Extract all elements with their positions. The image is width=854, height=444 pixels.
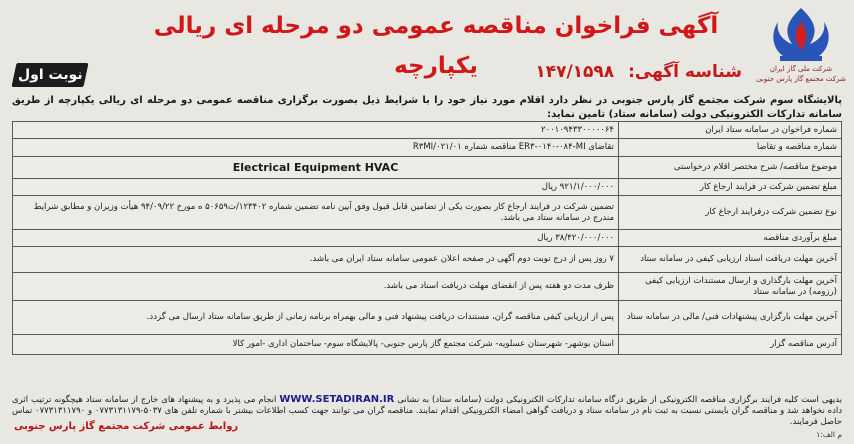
row-value: Electrical Equipment HVAC bbox=[13, 157, 619, 179]
logo-caption-1: شرکت ملی گاز ایران bbox=[769, 65, 833, 73]
table-row bbox=[13, 273, 842, 301]
row-label: نوع تضمین شرکت درفرایند ارجاع کار bbox=[619, 196, 842, 230]
row-value: ظرف مدت دو هفته پس از انقضای مهلت دریافت اسناد می باشد. bbox=[13, 273, 619, 301]
table-row bbox=[13, 335, 842, 355]
row-value: تقاضای ER۳-۰۱۴۰-۰۸۴-MI مناقصه شماره ۰۱/R۳MI/۰۲۱ bbox=[13, 139, 619, 157]
row-value: ۳۸/۴۲۰/۰۰۰/۰۰۰ ریال bbox=[13, 230, 619, 247]
ad-code: م الف:۱ bbox=[816, 430, 842, 439]
footer-text-2: انجام می پذیرد و به پیشنهاد های خارج از سامانه ستاد هیچگونه ترتیب اثری داده نخواهد شد و مناقصه گران بایستی نسبت به ثبت نام در سامانه ستاد و دریافت گواهی امضاء الکترونیکی اقدام نمایند. bbox=[12, 395, 843, 416]
footer-text-3: مناقصه گران می توانند جهت کسب اطلاعات بیشتر با شماره تلفن های ۵۰۳۷-۰۷۷۳۱۳۱۱۷۹ و ۰۷۷۳۱۳۱۱۷۹۰ تماس حاصل فرمایند. bbox=[12, 406, 842, 427]
public-relations-signature: روابط عمومی شرکت مجتمع گاز پارس جنوبی bbox=[14, 421, 239, 432]
flame-logo-icon bbox=[766, 4, 836, 64]
row-label: مبلغ تضمین شرکت در فرایند ارجاع کار bbox=[619, 179, 842, 196]
footer-text-1: بدیهی است کلیه فرایند برگزاری مناقصه الکترونیکی از طریق درگاه سامانه تدارکات الکترونیکی دولت (سامانه ستاد) به نشانی bbox=[397, 395, 843, 405]
table-row bbox=[13, 157, 842, 179]
setad-website-link[interactable]: WWW.SETADIRAN.IR bbox=[279, 394, 395, 405]
row-label: آخرین مهلت دریافت اسناد ارزیابی کیفی در سامانه ستاد bbox=[619, 247, 842, 273]
table-row bbox=[13, 301, 842, 335]
table-row bbox=[13, 122, 842, 139]
page-title: آگهی فراخوان مناقصه عمومی دو مرحله ای ریالی یکپارچه bbox=[153, 13, 719, 79]
table-row bbox=[13, 179, 842, 196]
row-value: ۲۰۰۱۰۹۴۳۳۰۰۰۰۰۶۴ bbox=[13, 122, 619, 139]
logo-caption-2: شرکت مجتمع گاز پارس جنوبی bbox=[756, 75, 846, 83]
row-label: آدرس مناقصه گزار bbox=[619, 335, 842, 355]
company-logo bbox=[756, 4, 846, 92]
announcement-number: ۱۴۷/۱۵۹۸ bbox=[535, 62, 615, 82]
row-label: آخرین مهلت بارگزاری پیشنهادات فنی/ مالی در سامانه ستاد bbox=[619, 301, 842, 335]
intro-paragraph: پالایشگاه سوم شرکت مجتمع گاز پارس جنوبی در نظر دارد اقلام مورد نیاز خود را با شرایط ذیل بصورت برگزاری مناقصه عمومی دو مرحله ای ریالی یکپارچه از طریق سامانه تدارکات الکترونیکی دولت (سامانه ستاد) تامین نماید: bbox=[12, 95, 842, 120]
row-label: موضوع مناقصه/ شرح مختصر اقلام درخواستی bbox=[619, 157, 842, 179]
table-row bbox=[13, 247, 842, 273]
table-row bbox=[13, 230, 842, 247]
announcement-label: شناسه آگهی: bbox=[628, 62, 742, 82]
row-value: ۹۲۱/۱/۰۰۰/۰۰۰ ریال bbox=[13, 179, 619, 196]
row-value: استان بوشهر- شهرستان عسلویه- شرکت مجتمع گاز پارس جنوبی- پالایشگاه سوم- ساختمان اداری -امور کالا bbox=[13, 335, 619, 355]
round-badge-label: نوبت اول bbox=[17, 67, 83, 83]
table-row bbox=[13, 196, 842, 230]
row-label: شماره فراخوان در سامانه ستاد ایران bbox=[619, 122, 842, 139]
row-label: آخرین مهلت بارگذاری و ارسال مستندات ارزیابی کیفی (رزومه) در سامانه ستاد bbox=[619, 273, 842, 301]
table-row bbox=[13, 139, 842, 157]
row-value: ۷ روز پس از درج نوبت دوم آگهی در صفحه اعلان عمومی سامانه ستاد ایران می باشد. bbox=[13, 247, 619, 273]
row-value: تضمین شرکت در فرایند ارجاع کار بصورت یکی از تضامین قابل قبول وفق آیین نامه تضمین شماره ۱۲۳۴۰۲/ت۵۰۶۵۹ ه مورخ ۹۴/۰۹/۲۲ هیأت وزیران و مطابق شرایط مندرج در سامانه ستاد می باشد. bbox=[13, 196, 619, 230]
row-label: مبلغ برآوردی مناقصه bbox=[619, 230, 842, 247]
row-label: شماره مناقصه و تقاضا bbox=[619, 139, 842, 157]
row-value: پس از ارزیابی کیفی مناقصه گران، مستندات دریافت پیشنهاد فنی و مالی بهمراه برنامه زمانی از طریق سامانه ستاد ارسال می گردد. bbox=[13, 301, 619, 335]
tender-details-table bbox=[12, 121, 842, 355]
round-badge bbox=[11, 63, 88, 87]
announcement-id bbox=[422, 58, 742, 86]
